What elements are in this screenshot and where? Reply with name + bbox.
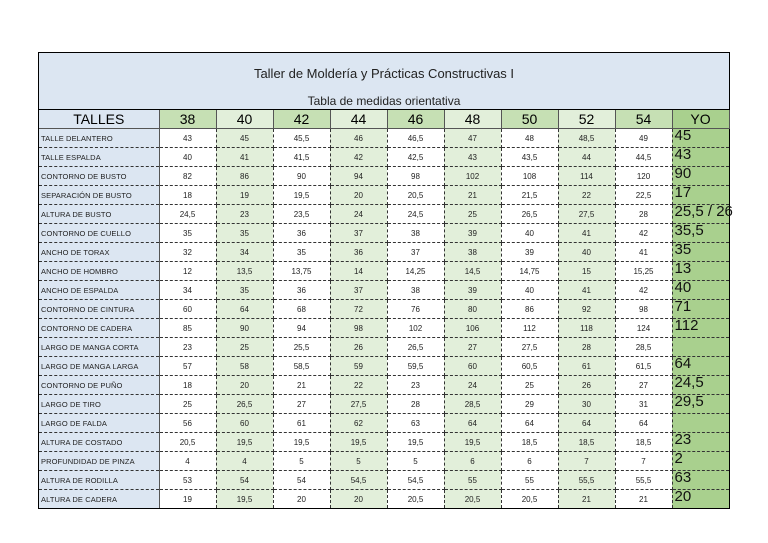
- measurement-cell: 42: [330, 148, 387, 167]
- row-label: TALLE DELANTERO: [39, 129, 159, 148]
- measurement-cell: 25: [501, 376, 558, 395]
- measurement-cell: 58,5: [273, 357, 330, 376]
- sheet-header: [39, 53, 729, 110]
- column-header-size: 46: [387, 110, 444, 129]
- measurement-cell: 22: [558, 186, 615, 205]
- table-row: [39, 186, 729, 205]
- measurement-cell: 21: [558, 490, 615, 509]
- measurement-cell: 61: [273, 414, 330, 433]
- measurement-cell: 30: [558, 395, 615, 414]
- measurement-cell: 49: [615, 129, 672, 148]
- measurement-cell: 5: [330, 452, 387, 471]
- measurement-cell: 27,5: [501, 338, 558, 357]
- table-row: [39, 452, 729, 471]
- measurement-cell: 98: [330, 319, 387, 338]
- measurement-cell: 6: [501, 452, 558, 471]
- measurement-cell: 60: [159, 300, 216, 319]
- measurement-cell: 15,25: [615, 262, 672, 281]
- measurement-cell: 26: [558, 376, 615, 395]
- row-label: CONTORNO DE PUÑO: [39, 376, 159, 395]
- measurement-cell: 35: [216, 224, 273, 243]
- measurement-cell: 63: [387, 414, 444, 433]
- measurement-cell: 108: [501, 167, 558, 186]
- row-label: ALTURA DE COSTADO: [39, 433, 159, 452]
- measurement-cell: 25: [444, 205, 501, 224]
- measurement-cell: 41: [558, 281, 615, 300]
- measurement-cell: 58: [216, 357, 273, 376]
- measurement-cell: 18,5: [501, 433, 558, 452]
- row-label: ALTURA DE BUSTO: [39, 205, 159, 224]
- measurement-cell: 54,5: [387, 471, 444, 490]
- table-body: [39, 127, 733, 509]
- measurement-cell: 85: [159, 319, 216, 338]
- measurement-cell: 18: [159, 376, 216, 395]
- measurement-cell: 27: [444, 338, 501, 357]
- measurement-cell: 19,5: [273, 186, 330, 205]
- measurement-cell: 64: [216, 300, 273, 319]
- measurement-cell: 20,5: [387, 490, 444, 509]
- yo-cell[interactable]: 24,5: [672, 376, 729, 395]
- measurement-cell: 13,75: [273, 262, 330, 281]
- measurement-cell: 29: [501, 395, 558, 414]
- measurement-cell: 23,5: [273, 205, 330, 224]
- measurement-cell: 22,5: [615, 186, 672, 205]
- measurement-cell: 90: [273, 167, 330, 186]
- measurement-cell: 35: [216, 281, 273, 300]
- measurement-cell: 72: [330, 300, 387, 319]
- measurement-cell: 64: [444, 414, 501, 433]
- measurement-cell: 44: [558, 148, 615, 167]
- measurement-cell: 37: [387, 243, 444, 262]
- measurement-cell: 68: [273, 300, 330, 319]
- measurement-cell: 45: [216, 129, 273, 148]
- measurement-cell: 20,5: [501, 490, 558, 509]
- table-row: [39, 167, 729, 186]
- measurement-cell: 7: [615, 452, 672, 471]
- row-label: LARGO DE MANGA CORTA: [39, 338, 159, 357]
- measurement-cell: 20: [330, 186, 387, 205]
- column-header-size: 40: [216, 110, 273, 129]
- measurement-cell: 42: [615, 281, 672, 300]
- measurement-cell: 20: [216, 376, 273, 395]
- measurement-cell: 20: [330, 490, 387, 509]
- measurement-cell: 36: [273, 224, 330, 243]
- measurement-cell: 54: [216, 471, 273, 490]
- measurement-cell: 19,5: [444, 433, 501, 452]
- yo-cell[interactable]: 64: [672, 357, 729, 376]
- measurement-cell: 23: [387, 376, 444, 395]
- measurement-cell: 54: [273, 471, 330, 490]
- table-row: [39, 471, 729, 490]
- table-row: [39, 433, 729, 452]
- measurement-cell: 61: [558, 357, 615, 376]
- yo-cell[interactable]: 29,5: [672, 395, 729, 414]
- measurement-cell: 38: [387, 281, 444, 300]
- measurement-cell: 118: [558, 319, 615, 338]
- measurement-cell: 12: [159, 262, 216, 281]
- measurement-cell: 114: [558, 167, 615, 186]
- measurement-cell: 31: [615, 395, 672, 414]
- measurement-cell: 47: [444, 129, 501, 148]
- measurement-cell: 86: [501, 300, 558, 319]
- measurement-cell: 80: [444, 300, 501, 319]
- sheet-subtitle: Tabla de medidas orientativa: [307, 94, 461, 108]
- row-label: LARGO DE MANGA LARGA: [39, 357, 159, 376]
- yo-cell[interactable]: 2: [672, 452, 729, 471]
- measurement-cell: 60: [216, 414, 273, 433]
- measurement-cell: 6: [444, 452, 501, 471]
- yo-cell[interactable]: 23: [672, 433, 729, 452]
- row-label: SEPARACIÓN DE BUSTO: [39, 186, 159, 205]
- yo-cell[interactable]: 35,5: [672, 224, 729, 243]
- row-label: ANCHO DE ESPALDA: [39, 281, 159, 300]
- yo-cell[interactable]: 45: [672, 129, 729, 148]
- measurement-cell: 14: [330, 262, 387, 281]
- measurement-cell: 5: [387, 452, 444, 471]
- measurement-cell: 48: [501, 129, 558, 148]
- measurement-cell: 21: [444, 186, 501, 205]
- measurement-cell: 62: [330, 414, 387, 433]
- table-row: [39, 148, 729, 167]
- row-label: ANCHO DE TORAX: [39, 243, 159, 262]
- measurement-cell: 37: [330, 224, 387, 243]
- row-label: ALTURA DE CADERA: [39, 490, 159, 509]
- measurement-cell: 59,5: [387, 357, 444, 376]
- measurement-cell: 26: [330, 338, 387, 357]
- column-header-size: 52: [558, 110, 615, 129]
- table-row: [39, 300, 729, 319]
- measurement-cell: 40: [501, 281, 558, 300]
- measurement-cell: 21: [615, 490, 672, 509]
- measurement-cell: 98: [615, 300, 672, 319]
- measurement-cell: 37: [330, 281, 387, 300]
- measurement-cell: 61,5: [615, 357, 672, 376]
- measurement-cell: 102: [387, 319, 444, 338]
- row-label: CONTORNO DE CINTURA: [39, 300, 159, 319]
- measurement-cell: 27: [615, 376, 672, 395]
- table-row: [39, 224, 729, 243]
- yo-cell[interactable]: 35: [672, 243, 729, 262]
- measurement-cell: 19,5: [216, 433, 273, 452]
- measurement-cell: 46,5: [387, 129, 444, 148]
- yo-cell[interactable]: 40: [672, 281, 729, 300]
- measurement-cell: 28,5: [615, 338, 672, 357]
- table-row: [39, 395, 729, 414]
- table-row: [39, 281, 729, 300]
- measurement-cell: 34: [159, 281, 216, 300]
- measurement-cell: 120: [615, 167, 672, 186]
- measurement-cell: 38: [444, 243, 501, 262]
- measurement-cell: 7: [558, 452, 615, 471]
- measurement-cell: 19: [216, 186, 273, 205]
- yo-cell[interactable]: 90: [672, 167, 729, 186]
- measurement-cell: 14,5: [444, 262, 501, 281]
- measurement-cell: 43: [444, 148, 501, 167]
- measurement-cell: 26,5: [501, 205, 558, 224]
- measurement-cell: 13,5: [216, 262, 273, 281]
- measurement-cell: 54,5: [330, 471, 387, 490]
- table-row: [39, 319, 729, 338]
- measurement-cell: 44,5: [615, 148, 672, 167]
- measurement-cell: 34: [216, 243, 273, 262]
- column-header-size: 42: [273, 110, 330, 129]
- measurement-cell: 23: [216, 205, 273, 224]
- measurement-cell: 40: [501, 224, 558, 243]
- measurement-cell: 35: [159, 224, 216, 243]
- measurement-cell: 24,5: [159, 205, 216, 224]
- measurement-cell: 19,5: [330, 433, 387, 452]
- measurement-cell: 55,5: [615, 471, 672, 490]
- table-row: [39, 490, 729, 509]
- measurement-cell: 92: [558, 300, 615, 319]
- measurement-cell: 36: [330, 243, 387, 262]
- measurement-cell: 21,5: [501, 186, 558, 205]
- measurement-cell: 24: [330, 205, 387, 224]
- measurement-cell: 15: [558, 262, 615, 281]
- measurement-cell: 39: [501, 243, 558, 262]
- measurement-cell: 53: [159, 471, 216, 490]
- measurement-cell: 22: [330, 376, 387, 395]
- yo-cell[interactable]: 63: [672, 471, 729, 490]
- measurement-cell: 39: [444, 281, 501, 300]
- yo-cell[interactable]: 17: [672, 186, 729, 205]
- column-header-size: 48: [444, 110, 501, 129]
- measurement-cell: 5: [273, 452, 330, 471]
- table-row: [39, 338, 729, 357]
- column-header-size: 54: [615, 110, 672, 129]
- table-row: [39, 414, 729, 433]
- measurement-cell: 64: [615, 414, 672, 433]
- measurement-cell: 39: [444, 224, 501, 243]
- measurements-sheet: [38, 52, 733, 509]
- measurement-cell: 28: [615, 205, 672, 224]
- yo-cell[interactable]: 25,5 / 26: [672, 205, 729, 224]
- measurement-cell: 55,5: [558, 471, 615, 490]
- row-label: CONTORNO DE CUELLO: [39, 224, 159, 243]
- measurement-cell: 25,5: [273, 338, 330, 357]
- measurement-cell: 90: [216, 319, 273, 338]
- measurement-cell: 36: [273, 281, 330, 300]
- measurement-cell: 28: [387, 395, 444, 414]
- measurement-cell: 86: [216, 167, 273, 186]
- sheet-title: Taller de Moldería y Prácticas Constructivas I: [253, 66, 515, 81]
- row-label: LARGO DE FALDA: [39, 414, 159, 433]
- table-row: [39, 129, 729, 148]
- yo-cell[interactable]: 20: [672, 490, 729, 509]
- row-label: ANCHO DE HOMBRO: [39, 262, 159, 281]
- measurement-cell: 41: [615, 243, 672, 262]
- measurement-cell: 28,5: [444, 395, 501, 414]
- row-label: ALTURA DE RODILLA: [39, 471, 159, 490]
- measurement-cell: 26,5: [387, 338, 444, 357]
- yo-cell[interactable]: 13: [672, 262, 729, 281]
- measurement-cell: 41: [558, 224, 615, 243]
- measurement-cell: 55: [501, 471, 558, 490]
- measurement-cell: 23: [159, 338, 216, 357]
- measurement-cell: 42,5: [387, 148, 444, 167]
- measurement-cell: 38: [387, 224, 444, 243]
- measurement-cell: 55: [444, 471, 501, 490]
- column-header-size: 38: [159, 110, 216, 129]
- yo-cell[interactable]: 112: [672, 319, 729, 338]
- measurements-table: [39, 110, 733, 508]
- measurement-cell: 48,5: [558, 129, 615, 148]
- measurement-cell: 27: [273, 395, 330, 414]
- measurement-cell: 27,5: [330, 395, 387, 414]
- yo-cell[interactable]: [672, 338, 729, 357]
- column-header-size: 50: [501, 110, 558, 129]
- measurement-cell: 41,5: [273, 148, 330, 167]
- measurement-cell: 19,5: [216, 490, 273, 509]
- measurement-cell: 32: [159, 243, 216, 262]
- row-label: TALLE ESPALDA: [39, 148, 159, 167]
- column-header-size: 44: [330, 110, 387, 129]
- table-row: [39, 205, 729, 224]
- measurement-cell: 19,5: [273, 433, 330, 452]
- measurement-cell: 40: [558, 243, 615, 262]
- measurement-cell: 19: [159, 490, 216, 509]
- measurement-cell: 14,25: [387, 262, 444, 281]
- measurement-cell: 18,5: [558, 433, 615, 452]
- measurement-cell: 106: [444, 319, 501, 338]
- row-label: LARGO DE TIRO: [39, 395, 159, 414]
- measurement-cell: 24,5: [387, 205, 444, 224]
- measurement-cell: 21: [273, 376, 330, 395]
- measurement-cell: 64: [558, 414, 615, 433]
- measurement-cell: 4: [159, 452, 216, 471]
- measurement-cell: 25: [159, 395, 216, 414]
- measurement-cell: 56: [159, 414, 216, 433]
- measurement-cell: 98: [387, 167, 444, 186]
- measurement-cell: 25: [216, 338, 273, 357]
- measurement-cell: 40: [159, 148, 216, 167]
- table-row: [39, 262, 729, 281]
- measurement-cell: 42: [615, 224, 672, 243]
- measurement-cell: 59: [330, 357, 387, 376]
- measurement-cell: 112: [501, 319, 558, 338]
- row-label: CONTORNO DE CADERA: [39, 319, 159, 338]
- measurement-cell: 27,5: [558, 205, 615, 224]
- yo-cell[interactable]: 71: [672, 300, 729, 319]
- measurement-cell: 43,5: [501, 148, 558, 167]
- measurement-cell: 102: [444, 167, 501, 186]
- table-row: [39, 376, 729, 395]
- measurement-cell: 19,5: [387, 433, 444, 452]
- measurement-cell: 124: [615, 319, 672, 338]
- row-label: CONTORNO DE BUSTO: [39, 167, 159, 186]
- column-header-yo: YO: [672, 110, 729, 129]
- measurement-cell: 20: [273, 490, 330, 509]
- measurement-cell: 18,5: [615, 433, 672, 452]
- measurement-cell: 18: [159, 186, 216, 205]
- table-row: [39, 243, 729, 262]
- table-row: [39, 357, 729, 376]
- measurement-cell: 26,5: [216, 395, 273, 414]
- measurement-cell: 20,5: [444, 490, 501, 509]
- measurement-cell: 76: [387, 300, 444, 319]
- yo-cell[interactable]: 43: [672, 148, 729, 167]
- measurement-cell: 24: [444, 376, 501, 395]
- measurement-cell: 43: [159, 129, 216, 148]
- measurement-cell: 46: [330, 129, 387, 148]
- measurement-cell: 64: [501, 414, 558, 433]
- row-label: PROFUNDIDAD DE PINZA: [39, 452, 159, 471]
- measurement-cell: 82: [159, 167, 216, 186]
- column-header-talles: TALLES: [39, 110, 159, 129]
- measurement-cell: 35: [273, 243, 330, 262]
- measurement-cell: 20,5: [159, 433, 216, 452]
- yo-cell[interactable]: [672, 414, 729, 433]
- measurement-cell: 41: [216, 148, 273, 167]
- measurement-cell: 14,75: [501, 262, 558, 281]
- measurement-cell: 60,5: [501, 357, 558, 376]
- measurement-cell: 45,5: [273, 129, 330, 148]
- measurement-cell: 94: [330, 167, 387, 186]
- header-row: [39, 110, 729, 129]
- measurement-cell: 20,5: [387, 186, 444, 205]
- measurement-cell: 28: [558, 338, 615, 357]
- measurement-cell: 60: [444, 357, 501, 376]
- measurement-cell: 4: [216, 452, 273, 471]
- measurement-cell: 94: [273, 319, 330, 338]
- measurement-cell: 57: [159, 357, 216, 376]
